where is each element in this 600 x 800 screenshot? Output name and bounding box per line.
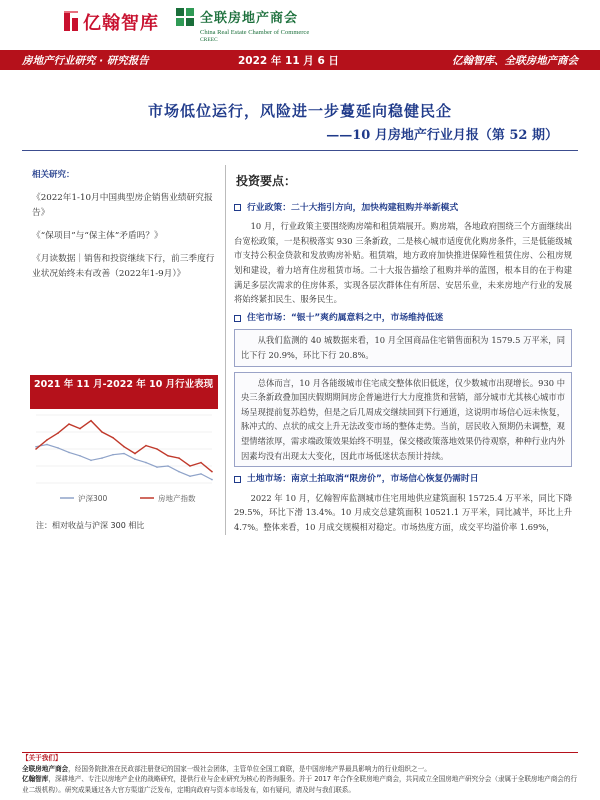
chart-point — [68, 452, 70, 454]
report-subtitle: ——10 月房地产行业月报（第 52 期） — [326, 128, 558, 143]
related-research — [32, 168, 222, 290]
chart-point — [178, 457, 180, 459]
chart-point — [200, 473, 202, 475]
cric-logo-short: CREEC — [200, 37, 218, 43]
chart-point — [101, 431, 103, 433]
section-policy-title — [234, 201, 572, 216]
chart-point — [112, 437, 114, 439]
industry-performance-chart — [30, 375, 218, 510]
chart-point — [57, 447, 59, 449]
title-divider — [22, 150, 578, 151]
about-org1 — [22, 764, 578, 775]
related-research-item[interactable]: 《月读数据｜销售和投资继续下行，前三季度行业状况始终未有改善（2022年1-9月）》 — [32, 254, 215, 279]
chart-point — [145, 445, 147, 447]
section-land-title — [234, 472, 572, 487]
chart-point — [189, 475, 191, 477]
chart-point — [134, 458, 136, 460]
chart-point — [211, 471, 213, 473]
chart-point — [178, 471, 180, 473]
chart-point — [156, 448, 158, 450]
bullet-square-icon — [234, 476, 241, 483]
section-land-text: 2022 年 10 月，亿翰智库监测城市住宅用地供应建筑面积 15725.4 万平米，同比下降 29.5%，环比下滑 13.4%。10 月成交总建筑面积 10521.1 万平米，同比减半，环比上升 4.7%。整体来看，10 月成交规模相对稳定。市场热度方面，成交平均溢价率 1.69%， — [234, 492, 572, 532]
related-research-heading: 相关研究： — [32, 170, 75, 180]
section-land-label: 土地市场：南京土拍取消“限房价”，市场信心恢复仍需时日 — [247, 474, 479, 485]
column-divider — [225, 165, 226, 535]
org1-text: ，经国务院批准在民政部注册登记的国家一级社会团体，主管单位全国工商联，是中国房地产界最具影响力的行业组织之一。 — [68, 764, 431, 773]
chart-point — [167, 455, 169, 457]
chart-point — [156, 466, 158, 468]
report-title: 市场低位运行，风险进一步蔓延向稳健民企 — [147, 102, 452, 120]
header-date: 2022 年 11 月 6 日 — [238, 54, 339, 67]
cric-logo-icon — [175, 7, 195, 41]
chart-point — [79, 428, 81, 430]
chart-point — [35, 448, 37, 450]
section-housing-highlight: 从我们监测的 40 城数据来看，10 月全国商品住宅销售面积为 1579.5 万平米，同比下行 20.9%，环比下行 20.8%。 — [234, 329, 572, 366]
org1-name: 全联房地产商会 — [22, 764, 69, 773]
chart-point — [101, 457, 103, 459]
chart-point — [189, 465, 191, 467]
chart-point — [90, 460, 92, 462]
chart-point — [167, 465, 169, 467]
header-category: 房地产行业研究 · 研究报告 — [22, 54, 149, 67]
yihan-logo-text: 亿翰智库 — [83, 13, 159, 34]
logo-row — [0, 0, 600, 52]
about-us — [22, 753, 578, 795]
bullet-square-icon — [234, 204, 241, 211]
highlights-heading: 投资要点： — [236, 174, 297, 188]
chart-title: 2021 年 11 月-2022 年 10 月行业表现 — [30, 375, 218, 409]
chart-point — [211, 479, 213, 481]
legend-label: 沪深300 — [78, 494, 108, 503]
cric-logo — [175, 7, 309, 43]
yihan-logo — [62, 9, 159, 35]
cric-logo-cn: 全联房地产商会 — [200, 11, 299, 26]
legend-label: 房地产指数 — [158, 494, 196, 503]
org2-text: ，深耕地产、专注以房地产企业的战略研究，提供行业与企业研究为核心的咨询服务。并于 2017 年合作全联房地产商会，共同成立全国房地产研究分会（隶属于全联房地产商会的行业二级机构）。研究成果通过各大官方渠道广泛发布，定期向政府与资本市场发布，如有疑问，请及时与我们联系。 — [22, 775, 578, 794]
chart-point — [46, 444, 48, 446]
section-housing-text: 总体而言，10 月各能级城市住宅成交整体依旧低迷，仅少数城市出现增长。930 中央三条新政叠加国庆假期期间房企普遍进行大力度推货和营销，部分城市尤其核心城市市场呈现提前复苏趋势，但是之后几周成交继续回到下行通道，这说明市场信心远未恢复，脉冲式的、点状的成交上升无法改变市场的整体走势。当前，居民收入预期仍未调整，观望情绪浓厚，需求端政策效果始终不明显，保交楼政策落地效果仍待观察，种种行业内外因素均没有出现太大变化，因此市场低迷状态预计持续。 — [234, 372, 572, 468]
chart-point — [46, 439, 48, 441]
header-publisher: 亿翰智库、全联房地产商会 — [452, 54, 578, 67]
chart-point — [79, 455, 81, 457]
chart-point — [134, 453, 136, 455]
chart-note: 注：相对收益与沪深 300 相比 — [36, 521, 145, 530]
related-research-item[interactable]: 《“保项目”与“保主体”矛盾吗？》 — [32, 231, 163, 241]
chart-point — [90, 420, 92, 422]
chart-point — [123, 446, 125, 448]
section-policy-label: 行业政策：二十大指引方向，加快构建租购并举新模式 — [247, 202, 459, 213]
org2-name: 亿翰智库 — [22, 775, 49, 783]
investment-highlights — [234, 174, 572, 538]
about-org2 — [22, 774, 578, 795]
chart-point — [35, 446, 37, 448]
related-research-item[interactable]: 《2022年1-10月中国典型房企销售业绩研究报告》 — [32, 193, 213, 218]
section-housing-title — [234, 311, 572, 326]
chart-point — [68, 423, 70, 425]
chart-plot — [30, 409, 218, 510]
cric-logo-en: China Real Estate Chamber of Commerce — [200, 29, 310, 36]
chart-point — [145, 462, 147, 464]
section-housing-label: 住宅市场：“银十”爽约属意料之中，市场维持低迷 — [247, 312, 444, 323]
header-band — [0, 50, 600, 70]
section-policy-text: 10 月，行业政策主要围绕购房端和租赁端展开。购房端，各地政府围绕三个方面继续出台宽松政策，一是积极落实 930 三条新政，二是核心城市适度优化购房条件，三是低能级城市支持公积金贷款和发放购房补贴。租赁端，地方政府加快推进保障性租赁住房、公租房规划和建设，着力培育住房租赁市场。二十大报告描绘了租购并举的蓝图，根本目的在于构建满足多层次需求的住房体系，实现各层次群体住有所居、安居乐业，未来房地产行业的发展将始终紧扣民生、服务民生。 — [234, 221, 572, 305]
chart-point — [200, 462, 202, 464]
chart-point — [112, 454, 114, 456]
bullet-square-icon — [234, 315, 241, 322]
yihan-logo-icon — [62, 10, 80, 34]
chart-point — [123, 453, 125, 455]
chart-point — [57, 432, 59, 434]
about-us-heading: 【关于我们】 — [22, 754, 62, 762]
